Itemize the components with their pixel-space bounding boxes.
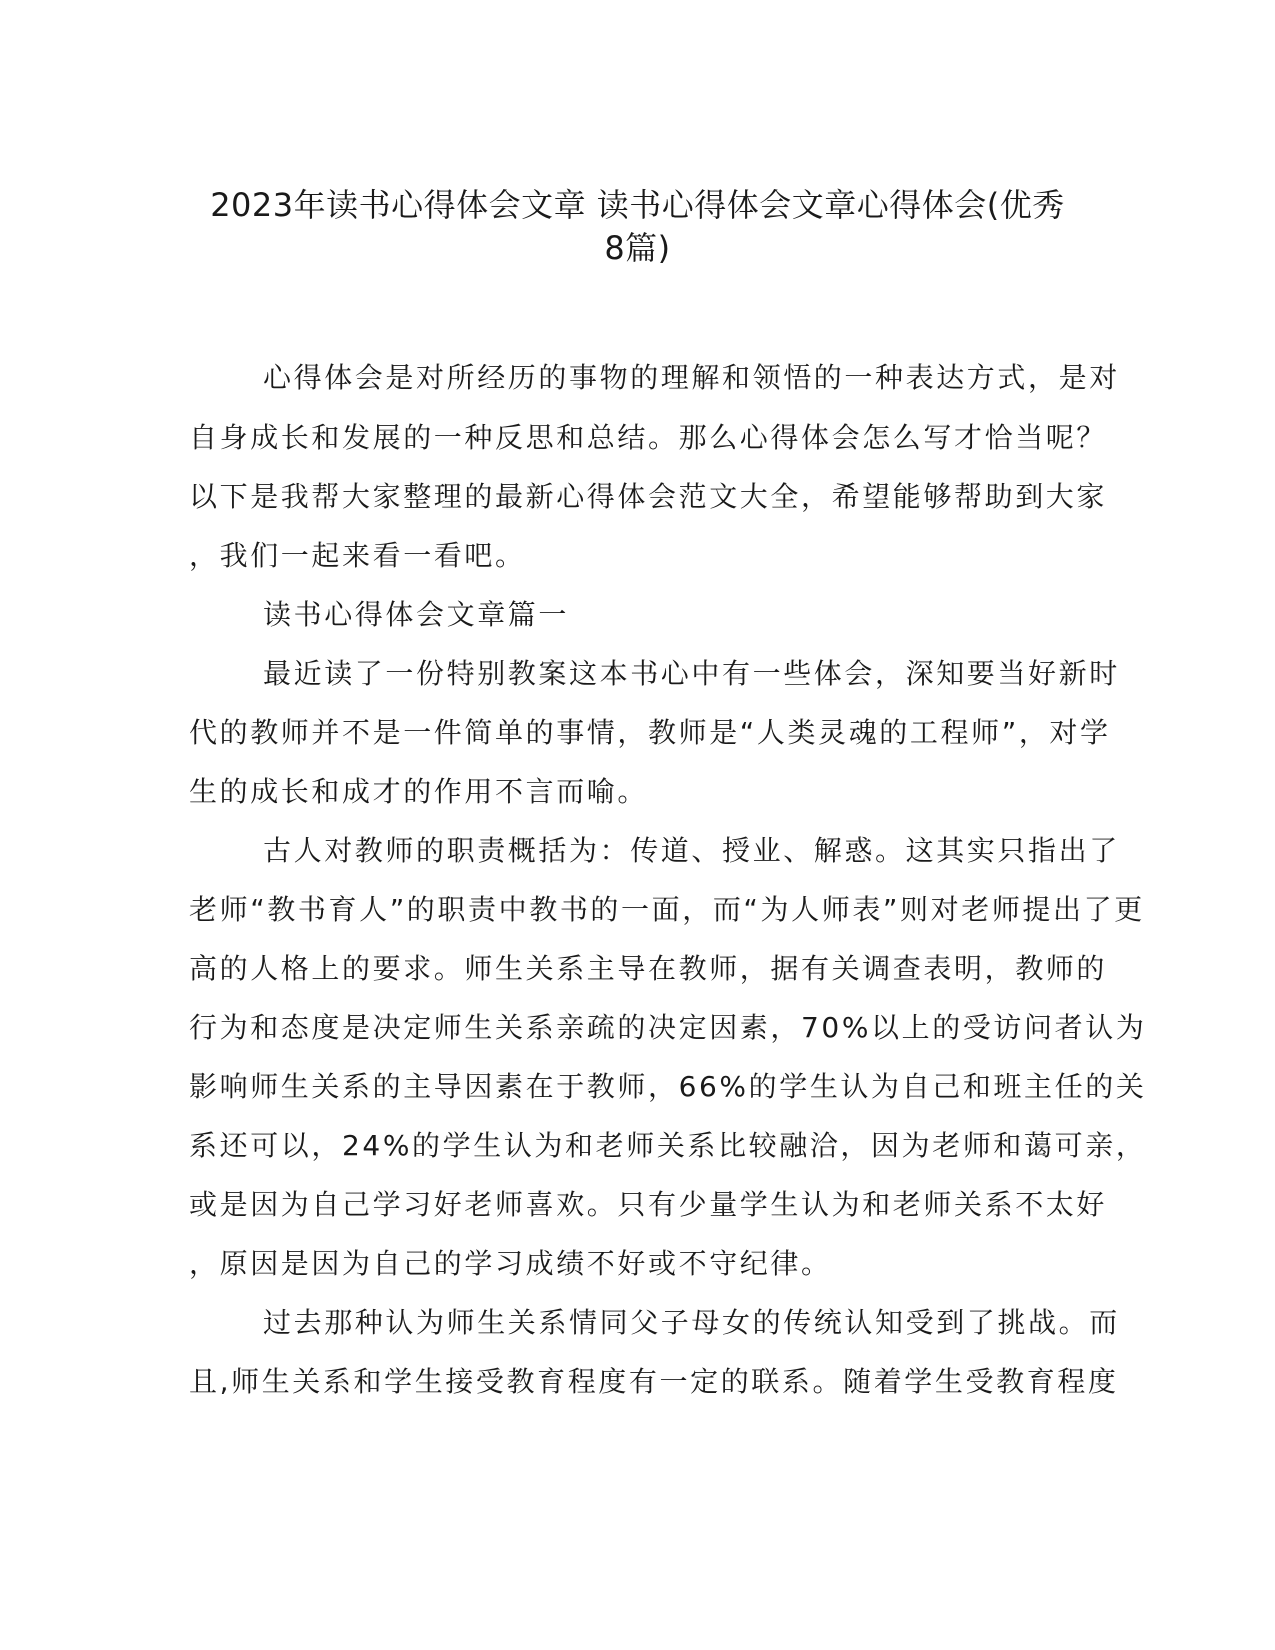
- paragraph-line: 以下是我帮大家整理的最新心得体会范文大全，希望能够帮助到大家: [189, 480, 1108, 513]
- paragraph-line: 影响师生关系的主导因素在于教师，66%的学生认为自己和班主任的关: [189, 1070, 1147, 1103]
- paragraph-line: 古人对教师的职责概括为：传道、授业、解惑。这其实只指出了: [263, 834, 1120, 867]
- paragraph-line: 高的人格上的要求。师生关系主导在教师，据有关调查表明，教师的: [189, 952, 1108, 985]
- document-title: [180, 184, 1095, 270]
- paragraph-line: 心得体会是对所经历的事物的理解和领悟的一种表达方式，是对: [263, 361, 1120, 394]
- paragraph-line: 行为和态度是决定师生关系亲疏的决定因素，70%以上的受访问者认为: [189, 1011, 1147, 1044]
- paragraph-line: 或是因为自己学习好老师喜欢。只有少量学生认为和老师关系不太好: [189, 1188, 1108, 1221]
- paragraph-line: ，原因是因为自己的学习成绩不好或不守纪律。: [189, 1247, 832, 1280]
- paragraph-line: 自身成长和发展的一种反思和总结。那么心得体会怎么写才恰当呢？: [189, 421, 1108, 454]
- paragraph-line: 代的教师并不是一件简单的事情，教师是“人类灵魂的工程师”，对学: [189, 716, 1111, 749]
- paragraph-line: 过去那种认为师生关系情同父子母女的传统认知受到了挑战。而: [263, 1306, 1120, 1339]
- paragraph-line: 生的成长和成才的作用不言而喻。: [189, 775, 649, 808]
- title-line-1: 2023年读书心得体会文章 读书心得体会文章心得体会(优秀: [210, 186, 1065, 224]
- paragraph-line: 系还可以，24%的学生认为和老师关系比较融洽，因为老师和蔼可亲，: [189, 1129, 1147, 1162]
- title-line-2: 8篇): [604, 229, 671, 267]
- paragraph-line: 最近读了一份特别教案这本书心中有一些体会，深知要当好新时: [263, 657, 1120, 690]
- paragraph-line: 且,师生关系和学生接受教育程度有一定的联系。随着学生受教育程度: [189, 1365, 1119, 1398]
- section-heading: 读书心得体会文章篇一: [263, 598, 570, 631]
- paragraph-line: 老师“教书育人”的职责中教书的一面，而“为人师表”则对老师提出了更: [189, 893, 1145, 926]
- paragraph-line: ，我们一起来看一看吧。: [189, 539, 526, 572]
